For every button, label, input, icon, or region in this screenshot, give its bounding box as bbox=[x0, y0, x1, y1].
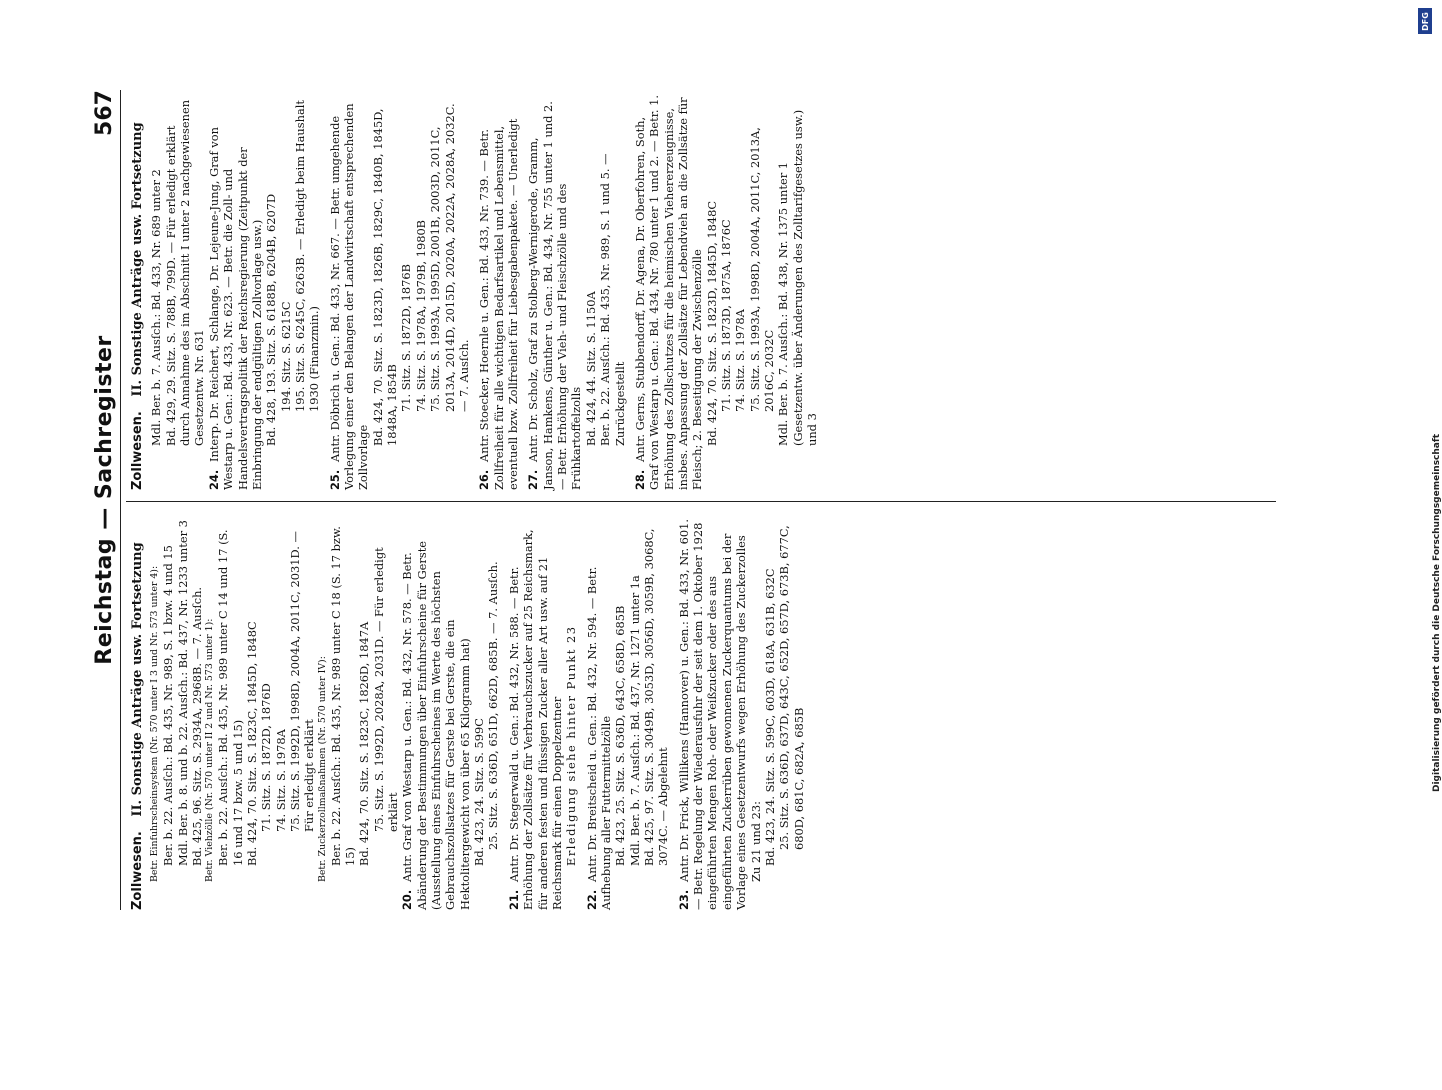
entry-number: 26. bbox=[477, 469, 492, 490]
register-entry bbox=[507, 515, 579, 910]
entry-line: 71. Sitz. S. 1873D, 1875A, 1876C bbox=[719, 219, 734, 412]
entry-number: 21. bbox=[506, 889, 521, 910]
entry-line: Antr. Graf von Westarp u. Gen.: Bd. 432, Nr. 578. — Betr. Abänderung der Bestimmungen über Einfuhrscheine für Gerste (Ausstellung eines Einfuhrscheines im Werte des höchsten Gebrauchszollsatzes für Gerste bei Gerste, die ein Hektolitergewicht von über 65 Kilogramm hat) bbox=[400, 540, 472, 910]
entry-number: 23. bbox=[676, 889, 691, 910]
entry-line: 75. Sitz. S. 1993A, 1998D, 2004A, 2011C, 2013A, 2016C, 2032C bbox=[747, 127, 777, 412]
register-line: Bd. 424, 70. Sitz. S. 1823C, 1845D, 1848C bbox=[244, 621, 259, 866]
register-line: Bd. 429, 29. Sitz. S. 788B, 799D. — Für erledigt erklärt durch Annahme des im Abschnitt I unter 2 nachgewiesenen Gesetzentw. Nr. 631 bbox=[163, 99, 207, 446]
entry-line: Antr. Stoecker, Hoernle u. Gen.: Bd. 433, Nr. 739. — Betr. Zollfreiheit für alle wichtigen Bedarfsartikel und Lebensmittel, eventuell bzw. Zollfreiheit für Liebesgabenpakete. — Unerledigt bbox=[477, 118, 520, 490]
dfg-credit bbox=[1418, 40, 1442, 800]
entry-line: Mdl. Ber. b. 7. Ausſch.: Bd. 437, Nr. 1271 unter 1a bbox=[627, 575, 642, 866]
entry-line: 25. Sitz. S. 636D, 637D, 643C, 652D, 657D, 673B, 677C, 680D, 681C, 682A, 685B bbox=[777, 525, 806, 850]
entry-line: Bd. 425, 97. Sitz. S. 3049B, 3053D, 3056D, 3059B, 3068C, 3074C. — Abgelehnt bbox=[642, 528, 671, 866]
header-rule bbox=[120, 90, 121, 910]
left-column bbox=[130, 515, 1280, 910]
register-line: Betr. Zuckerzollmaßnahmen (Nr. 570 unter IV): bbox=[316, 656, 328, 882]
register-line: Mdl. Ber. b. 7. Ausſch.: Bd. 433, Nr. 689 unter 2 bbox=[149, 169, 164, 446]
left-column-heading bbox=[130, 515, 146, 910]
entry-line: Bd. 424, 70. Sitz. S. 1823D, 1826B, 1829C, 1840B, 1845D, 1848A, 1854B bbox=[370, 108, 400, 446]
entry-line: Bd. 423, 24. Sitz. S. 599C, 603D, 618A, 631B, 632C bbox=[762, 568, 777, 866]
entry-line: Mdl. Ber. b. 7. Ausſch.: Bd. 438, Nr. 1375 unter 1 (Gesetzentw. über Änderungen des Zolltarifgesetzes usw.) und 3 bbox=[776, 109, 820, 446]
entry-line: Antr. Gerns, Stubbendorff, Dr. Agena, Dr. Oberfohren, Soth, Graf von Westarp u. Gen.: Bd. 434, Nr. 780 unter 1 und 2. — Betr. 1. Erhöhung des Zollschutzes für die heimischen Viehererzeugnisse, insbes. Anpassung der Zollsätze für Lebendvieh an die Zollsätze für Fleisch; 2. Beseitigung der Zwischenzölle bbox=[632, 95, 705, 490]
register-page bbox=[90, 90, 1290, 910]
entry-line: 194. Sitz. S. 6215C bbox=[278, 301, 293, 412]
column-divider bbox=[126, 501, 1276, 502]
page-header bbox=[90, 90, 124, 910]
entry-line: Antr. Dr. Stegerwald u. Gen.: Bd. 432, Nr. 588. — Betr. Erhöhung der Zollsätze für Verbrauchszucker auf 25 Reichsmark, für anderen festen und flüssigen Zucker aller Art usw. auf 21 Reichsmark für einen Doppelzentner bbox=[506, 529, 564, 910]
rotated-content bbox=[90, 90, 1310, 910]
register-entry bbox=[328, 95, 472, 490]
dfg-logo bbox=[1418, 8, 1432, 34]
entry-line: 195. Sitz. S. 6245C, 6263B. — Erledigt beim Haushalt 1930 (Finanzmin.) bbox=[292, 100, 322, 412]
entry-line: 75. Sitz. S. 1993A, 1995D, 2001B, 2003D, 2011C, 2013A, 2014D, 2015D, 2020A, 2022A, 2028A, 2032C. — 7. Ausſch. bbox=[428, 103, 471, 412]
running-head: Reichstag — Sachregister bbox=[92, 335, 117, 665]
left-entries bbox=[400, 515, 806, 910]
entry-line: 74. Sitz. S. 1978A, 1979B, 1980B bbox=[413, 219, 428, 412]
entry-number: 24. bbox=[206, 469, 221, 490]
entry-line: Interp. Dr. Reichert, Schlange, Dr. Lejeune-Jung, Graf von Westarp u. Gen.: Bd. 433, Nr. 623. — Betr. die Zoll- und Handelsvertragspolitik der Reichsregierung (Zeitpunkt der Einbringung der endgültigen Zollvorlage usw.) bbox=[206, 127, 264, 490]
register-line: Betr. Viehzölle (Nr. 570 unter II 2 und Nr. 573 unter 1): bbox=[204, 618, 216, 882]
entry-number: 25. bbox=[327, 469, 342, 490]
dfg-logo-text: DFG bbox=[1420, 11, 1430, 31]
entry-line: Antr. Dr. Frick, Willikens (Hannover) u. Gen.: Bd. 433, Nr. 601. — Betr. Regelung der Wiederausfuhr der seit dem 1. Oktober 1928 eingeführten Mengen Roh- oder Weißzucker oder des aus eingeführten Zuckerrüben gewonnenen Zuckerquantums bei der Vorlage eines Gesetzentwurfs wegen Erhöhung des Zuckerzolles bbox=[676, 518, 749, 910]
register-line: Ber. b. 22. Ausſch.: Bd. 435, Nr. 989, S. 1 bzw. 4 und 15 bbox=[161, 545, 176, 866]
entry-line: Bd. 424, 70. Sitz. S. 1823D, 1845D, 1848C bbox=[704, 200, 719, 446]
entry-line: Antr. Dr. Scholz, Graf zu Stolberg-Wernigerode, Gramm, Janson, Hamkens, Günther u. Gen.: Bd. 434, Nr. 755 unter 1 und 2. — Betr. Erhöhung der Vieh- und Fleischzölle und des Frühkartoffelzolls bbox=[526, 101, 584, 490]
page-number: 567 bbox=[92, 90, 117, 136]
right-keyword: Zollwesen. bbox=[130, 411, 145, 490]
entry-line: Bd. 423, 25. Sitz. S. 636D, 643C, 658D, 685B bbox=[613, 605, 628, 866]
register-line: Bd. 425, 96. Sitz. S. 2934A, 2968B. — 7. Ausſch. bbox=[189, 586, 204, 866]
entry-line: Bd. 428, 193. Sitz. S. 6188B, 6204B, 6207D bbox=[264, 193, 279, 446]
entry-number: 20. bbox=[400, 889, 415, 910]
entry-number: 22. bbox=[584, 889, 599, 910]
right-column bbox=[130, 95, 1280, 490]
register-entry bbox=[477, 95, 520, 490]
scanned-page bbox=[90, 90, 1430, 1090]
entry-line: Antr. Dr. Breitscheid u. Gen.: Bd. 432, Nr. 594. — Betr. Aufhebung aller Futtermittelzölle bbox=[584, 566, 613, 910]
right-section-title: II. Sonstige Anträge usw. Fortsetzung bbox=[130, 122, 145, 397]
register-line: Ber. b. 22. Ausſch.: Bd. 435, Nr. 989 unter C 14 und 17 (S. 16 und 17 bzw. 5 und 15) bbox=[216, 529, 245, 866]
register-line: 71. Sitz. S. 1872D, 1876D bbox=[259, 683, 274, 832]
entry-line: Bd. 424, 44. Sitz. S. 1150A bbox=[583, 291, 598, 446]
register-entry bbox=[400, 515, 501, 910]
register-entry bbox=[677, 515, 806, 910]
register-line: Bd. 424, 70. Sitz. S. 1823C, 1826D, 1847A bbox=[357, 621, 372, 866]
entry-line: Ber. b. 22. Ausſch.: Bd. 435, Nr. 989, S. 1 und 5. — Zurückgestellt bbox=[598, 153, 627, 446]
entry-line: 25. Sitz. S. 636D, 651D, 662D, 685B. — 7. Ausſch. bbox=[486, 561, 501, 850]
register-entry bbox=[207, 95, 322, 490]
entry-line: Erledigung siehe hinter Punkt 23 bbox=[564, 625, 579, 866]
register-line: Betr. Einfuhrscheinsystem (Nr. 570 unter I 3 und Nr. 573 unter 4): bbox=[149, 565, 161, 882]
register-line: 75. Sitz. S. 1992D, 1998D, 2004A, 2011C, 2031D. — Für erledigt erklärt bbox=[287, 531, 317, 832]
register-entry bbox=[633, 95, 820, 490]
register-line: Mdl. Ber. b. 8. und b. 22. Ausſch.: Bd. 437, Nr. 1233 unter 3 bbox=[175, 520, 190, 866]
right-entries bbox=[207, 95, 820, 490]
register-line: Ber. b. 22. Ausſch.: Bd. 435, Nr. 989 unter C 18 (S. 17 bzw. 15) bbox=[328, 526, 357, 866]
entry-line: Bd. 423, 24. Sitz. S. 599C bbox=[472, 718, 487, 866]
entry-number: 28. bbox=[632, 469, 647, 490]
register-entry bbox=[585, 515, 671, 910]
right-column-heading bbox=[130, 95, 146, 490]
register-line: 74. Sitz. S. 1978A bbox=[273, 729, 288, 832]
entry-line: Zu 21 und 23: bbox=[748, 801, 763, 882]
register-line: 75. Sitz. S. 1992D, 2028A, 2031D. — Für erledigt erklärt bbox=[371, 547, 400, 832]
right-intro-lines bbox=[149, 95, 206, 490]
entry-line: 74. Sitz. S. 1978A bbox=[733, 309, 748, 412]
left-section-title: II. Sonstige Anträge usw. Fortsetzung bbox=[130, 542, 145, 817]
dfg-credit-text: Digitalisierung gefördert durch die Deutsche Forschungsgemeinschaft bbox=[1432, 433, 1442, 792]
entry-number: 27. bbox=[526, 469, 541, 490]
left-intro-lines bbox=[149, 515, 400, 910]
left-keyword: Zollwesen. bbox=[130, 831, 145, 910]
entry-line: 71. Sitz. S. 1872D, 1876B bbox=[399, 264, 414, 412]
entry-line: Antr. Döbrich u. Gen.: Bd. 433, Nr. 667. — Betr. umgehende Vorlegung einer den Belangen der Landwirtschaft entsprechenden Zollvorlage bbox=[327, 103, 371, 490]
register-entry bbox=[526, 95, 627, 490]
